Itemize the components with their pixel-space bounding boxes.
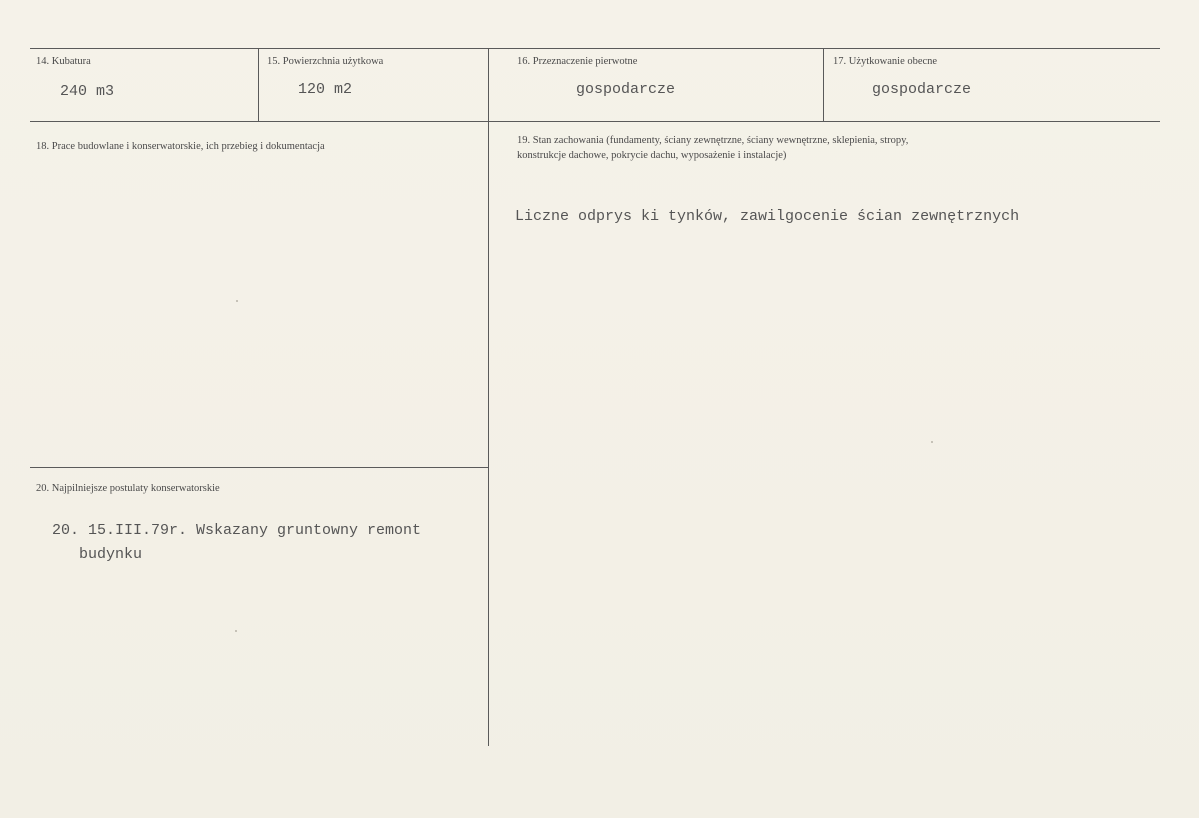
field-19-value: Liczne odprys ki tynków, zawilgocenie ścian zewnętrznych [515,208,1020,225]
field-14-value: 240 m3 [60,83,115,100]
divider-15-16 [488,48,489,121]
field-19-label-line1: 19. Stan zachowania (fundamenty, ściany zewnętrzne, ściany wewnętrzne, sklepienia, stropy, [517,135,909,146]
field-20-value-line1: 20. 15.III.79r. Wskazany gruntowny remont [52,522,422,539]
paper-speck [236,300,238,302]
field-20-label: 20. Najpilniejsze postulaty konserwatorskie [36,483,220,494]
field-15-label: 15. Powierzchnia użytkowa [267,56,384,67]
field-17-label: 17. Użytkowanie obecne [833,56,938,67]
paper-speck [235,630,237,632]
paper-speck [931,441,933,443]
field-17-value: gospodarcze [872,81,972,98]
divider-18-19 [488,121,489,746]
field-16-value: gospodarcze [576,81,676,98]
field-18-label: 18. Prace budowlane i konserwatorskie, ich przebieg i dokumentacja [36,141,325,152]
row1-bottom-rule [30,121,1160,122]
field-16-label: 16. Przeznaczenie pierwotne [517,56,638,67]
divider-14-15 [258,48,259,121]
top-rule [30,48,1160,49]
field-19-label-line2: konstrukcje dachowe, pokrycie dachu, wyposażenie i instalacje) [517,150,787,161]
field-20-value-line2: budynku [79,546,143,563]
field-14-label: 14. Kubatura [36,56,91,67]
divider-16-17 [823,48,824,121]
section20-top-rule [30,467,488,468]
field-15-value: 120 m2 [298,81,353,98]
